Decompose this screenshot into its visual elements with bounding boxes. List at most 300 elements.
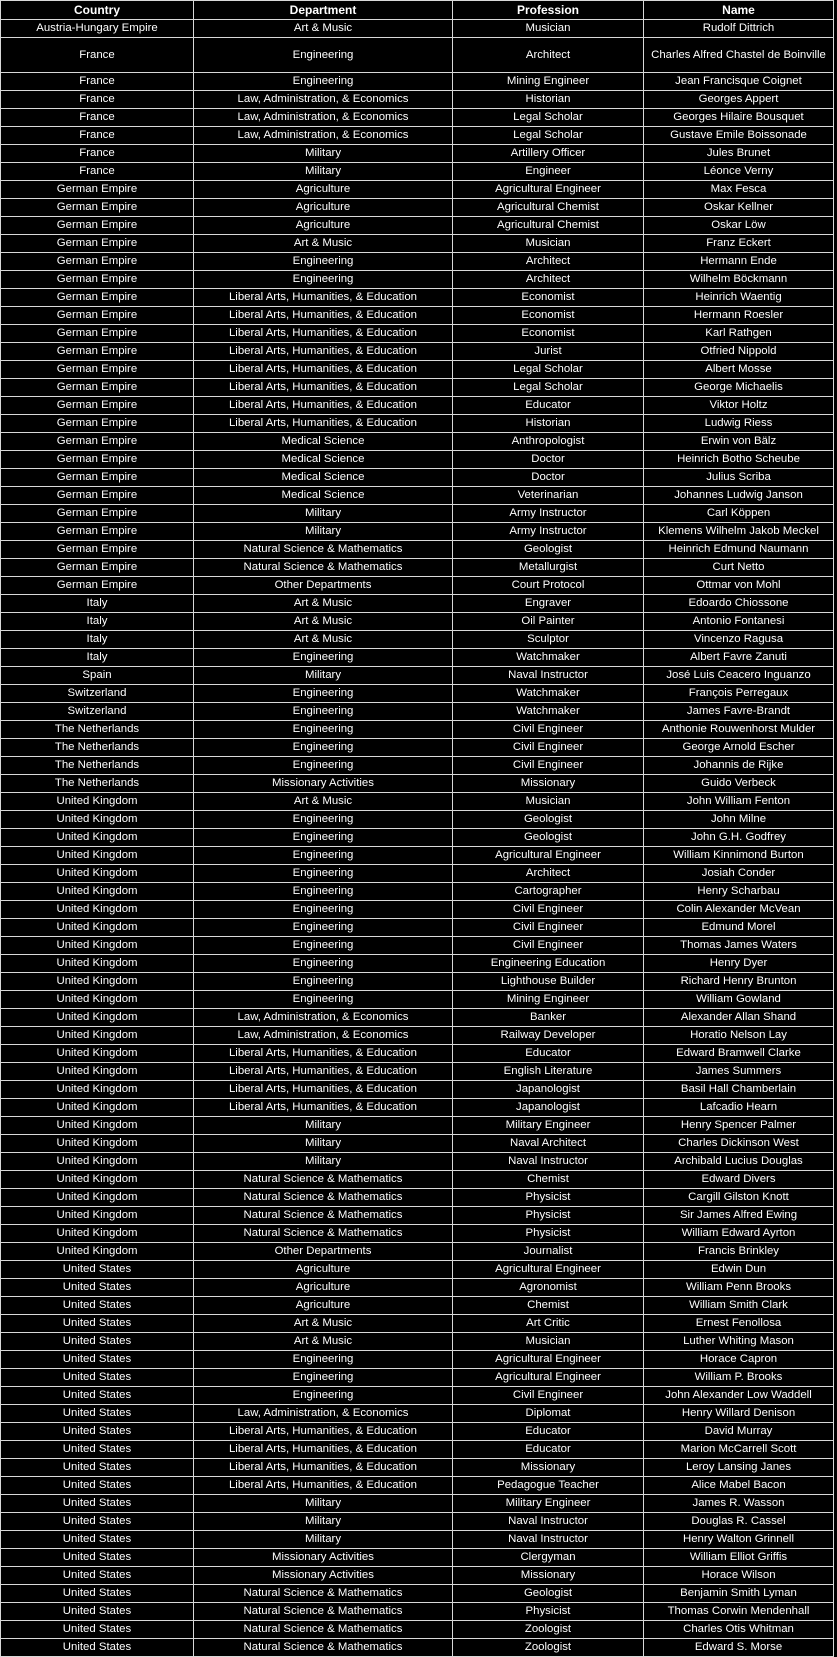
cell-name[interactable]: Horace Capron <box>644 1351 834 1369</box>
cell-country[interactable]: France <box>1 145 194 163</box>
cell-department[interactable]: Liberal Arts, Humanities, & Education <box>194 379 453 397</box>
cell-country[interactable]: United Kingdom <box>1 1189 194 1207</box>
cell-country[interactable]: Switzerland <box>1 703 194 721</box>
cell-name[interactable]: John William Fenton <box>644 793 834 811</box>
cell-department[interactable]: Military <box>194 1153 453 1171</box>
cell-name[interactable]: James R. Wasson <box>644 1495 834 1513</box>
cell-profession[interactable]: Economist <box>453 289 644 307</box>
cell-department[interactable]: Engineering <box>194 73 453 91</box>
cell-country[interactable]: United Kingdom <box>1 919 194 937</box>
cell-profession[interactable]: Architect <box>453 865 644 883</box>
cell-name[interactable]: Edward Divers <box>644 1171 834 1189</box>
cell-country[interactable]: German Empire <box>1 415 194 433</box>
cell-profession[interactable]: Oil Painter <box>453 613 644 631</box>
cell-profession[interactable]: Musician <box>453 235 644 253</box>
cell-department[interactable]: Liberal Arts, Humanities, & Education <box>194 397 453 415</box>
cell-profession[interactable]: Watchmaker <box>453 685 644 703</box>
cell-department[interactable]: Engineering <box>194 1351 453 1369</box>
cell-country[interactable]: United States <box>1 1369 194 1387</box>
cell-country[interactable]: United Kingdom <box>1 1225 194 1243</box>
cell-name[interactable]: William Smith Clark <box>644 1297 834 1315</box>
cell-country[interactable]: German Empire <box>1 505 194 523</box>
cell-department[interactable]: Military <box>194 505 453 523</box>
cell-profession[interactable]: Architect <box>453 271 644 289</box>
cell-name[interactable]: Léonce Verny <box>644 163 834 181</box>
cell-profession[interactable]: Metallurgist <box>453 559 644 577</box>
cell-name[interactable]: Edward S. Morse <box>644 1639 834 1657</box>
cell-profession[interactable]: Agricultural Chemist <box>453 199 644 217</box>
cell-name[interactable]: Wilhelm Böckmann <box>644 271 834 289</box>
cell-name[interactable]: Heinrich Edmund Naumann <box>644 541 834 559</box>
cell-country[interactable]: United Kingdom <box>1 1135 194 1153</box>
cell-department[interactable]: Military <box>194 1531 453 1549</box>
cell-country[interactable]: United Kingdom <box>1 883 194 901</box>
cell-country[interactable]: The Netherlands <box>1 721 194 739</box>
cell-country[interactable]: German Empire <box>1 271 194 289</box>
cell-profession[interactable]: Legal Scholar <box>453 361 644 379</box>
cell-name[interactable]: William Elliot Griffis <box>644 1549 834 1567</box>
cell-profession[interactable]: Educator <box>453 1045 644 1063</box>
cell-department[interactable]: Liberal Arts, Humanities, & Education <box>194 1441 453 1459</box>
cell-country[interactable]: German Empire <box>1 469 194 487</box>
cell-profession[interactable]: Geologist <box>453 811 644 829</box>
cell-profession[interactable]: Doctor <box>453 451 644 469</box>
cell-country[interactable]: German Empire <box>1 361 194 379</box>
cell-country[interactable]: German Empire <box>1 397 194 415</box>
cell-name[interactable]: Ludwig Riess <box>644 415 834 433</box>
cell-profession[interactable]: Legal Scholar <box>453 379 644 397</box>
cell-country[interactable]: Italy <box>1 631 194 649</box>
cell-name[interactable]: William Penn Brooks <box>644 1279 834 1297</box>
cell-country[interactable]: United States <box>1 1459 194 1477</box>
cell-name[interactable]: Klemens Wilhelm Jakob Meckel <box>644 523 834 541</box>
cell-name[interactable]: Georges Hilaire Bousquet <box>644 109 834 127</box>
cell-department[interactable]: Military <box>194 1135 453 1153</box>
cell-department[interactable]: Engineering <box>194 703 453 721</box>
cell-department[interactable]: Military <box>194 163 453 181</box>
cell-name[interactable]: Johannis de Rijke <box>644 757 834 775</box>
cell-department[interactable]: Engineering <box>194 919 453 937</box>
cell-profession[interactable]: Missionary <box>453 1567 644 1585</box>
cell-name[interactable]: Max Fesca <box>644 181 834 199</box>
cell-country[interactable]: United Kingdom <box>1 865 194 883</box>
cell-profession[interactable]: Agricultural Engineer <box>453 1351 644 1369</box>
cell-name[interactable]: Benjamin Smith Lyman <box>644 1585 834 1603</box>
cell-name[interactable]: Richard Henry Brunton <box>644 973 834 991</box>
cell-country[interactable]: United Kingdom <box>1 1153 194 1171</box>
cell-department[interactable]: Natural Science & Mathematics <box>194 1639 453 1657</box>
cell-country[interactable]: German Empire <box>1 343 194 361</box>
cell-profession[interactable]: Geologist <box>453 1585 644 1603</box>
cell-department[interactable]: Liberal Arts, Humanities, & Education <box>194 1081 453 1099</box>
cell-country[interactable]: Spain <box>1 667 194 685</box>
cell-country[interactable]: United Kingdom <box>1 1207 194 1225</box>
cell-department[interactable]: Engineering <box>194 253 453 271</box>
cell-name[interactable]: David Murray <box>644 1423 834 1441</box>
cell-profession[interactable]: Engraver <box>453 595 644 613</box>
cell-department[interactable]: Natural Science & Mathematics <box>194 1207 453 1225</box>
cell-department[interactable]: Engineering <box>194 973 453 991</box>
cell-country[interactable]: France <box>1 38 194 73</box>
cell-profession[interactable]: Doctor <box>453 469 644 487</box>
cell-name[interactable]: Otfried Nippold <box>644 343 834 361</box>
cell-department[interactable]: Other Departments <box>194 1243 453 1261</box>
cell-department[interactable]: Natural Science & Mathematics <box>194 1189 453 1207</box>
cell-department[interactable]: Agriculture <box>194 1279 453 1297</box>
cell-department[interactable]: Military <box>194 145 453 163</box>
cell-profession[interactable]: Civil Engineer <box>453 757 644 775</box>
cell-profession[interactable]: Naval Instructor <box>453 667 644 685</box>
cell-name[interactable]: Edward Bramwell Clarke <box>644 1045 834 1063</box>
cell-name[interactable]: Henry Willard Denison <box>644 1405 834 1423</box>
cell-name[interactable]: Edwin Dun <box>644 1261 834 1279</box>
cell-name[interactable]: Guido Verbeck <box>644 775 834 793</box>
cell-country[interactable]: United Kingdom <box>1 847 194 865</box>
cell-profession[interactable]: Court Protocol <box>453 577 644 595</box>
cell-profession[interactable]: Architect <box>453 253 644 271</box>
cell-country[interactable]: United States <box>1 1387 194 1405</box>
cell-profession[interactable]: Agricultural Engineer <box>453 1369 644 1387</box>
cell-profession[interactable]: Mining Engineer <box>453 73 644 91</box>
cell-country[interactable]: United Kingdom <box>1 1027 194 1045</box>
cell-department[interactable]: Engineering <box>194 811 453 829</box>
cell-name[interactable]: Luther Whiting Mason <box>644 1333 834 1351</box>
cell-department[interactable]: Engineering <box>194 865 453 883</box>
cell-profession[interactable]: Missionary <box>453 1459 644 1477</box>
cell-profession[interactable]: Musician <box>453 793 644 811</box>
cell-name[interactable]: Henry Walton Grinnell <box>644 1531 834 1549</box>
cell-name[interactable]: Gustave Emile Boissonade <box>644 127 834 145</box>
cell-profession[interactable]: Chemist <box>453 1297 644 1315</box>
cell-profession[interactable]: Historian <box>453 415 644 433</box>
cell-name[interactable]: Ernest Fenollosa <box>644 1315 834 1333</box>
cell-department[interactable]: Liberal Arts, Humanities, & Education <box>194 1423 453 1441</box>
cell-country[interactable]: United States <box>1 1315 194 1333</box>
cell-profession[interactable]: Physicist <box>453 1207 644 1225</box>
cell-name[interactable]: Carl Köppen <box>644 505 834 523</box>
header-profession[interactable]: Profession <box>453 1 644 20</box>
cell-department[interactable]: Liberal Arts, Humanities, & Education <box>194 1063 453 1081</box>
cell-country[interactable]: German Empire <box>1 217 194 235</box>
cell-profession[interactable]: Educator <box>453 1423 644 1441</box>
cell-profession[interactable]: Naval Architect <box>453 1135 644 1153</box>
cell-department[interactable]: Engineering <box>194 721 453 739</box>
cell-profession[interactable]: Physicist <box>453 1189 644 1207</box>
cell-name[interactable]: Julius Scriba <box>644 469 834 487</box>
cell-country[interactable]: United States <box>1 1477 194 1495</box>
cell-department[interactable]: Agriculture <box>194 217 453 235</box>
cell-name[interactable]: Viktor Holtz <box>644 397 834 415</box>
cell-profession[interactable]: Physicist <box>453 1603 644 1621</box>
cell-name[interactable]: Hermann Ende <box>644 253 834 271</box>
header-country[interactable]: Country <box>1 1 194 20</box>
cell-country[interactable]: German Empire <box>1 451 194 469</box>
cell-department[interactable]: Engineering <box>194 1369 453 1387</box>
cell-name[interactable]: Johannes Ludwig Janson <box>644 487 834 505</box>
cell-country[interactable]: United Kingdom <box>1 1171 194 1189</box>
cell-country[interactable]: The Netherlands <box>1 775 194 793</box>
cell-department[interactable]: Art & Music <box>194 235 453 253</box>
cell-profession[interactable]: Agricultural Chemist <box>453 217 644 235</box>
cell-country[interactable]: United States <box>1 1531 194 1549</box>
cell-profession[interactable]: Civil Engineer <box>453 1387 644 1405</box>
cell-department[interactable]: Engineering <box>194 757 453 775</box>
cell-department[interactable]: Liberal Arts, Humanities, & Education <box>194 343 453 361</box>
cell-name[interactable]: John Alexander Low Waddell <box>644 1387 834 1405</box>
cell-profession[interactable]: Civil Engineer <box>453 901 644 919</box>
cell-country[interactable]: France <box>1 73 194 91</box>
cell-country[interactable]: Italy <box>1 649 194 667</box>
cell-name[interactable]: Rudolf Dittrich <box>644 20 834 38</box>
header-name[interactable]: Name <box>644 1 834 20</box>
cell-department[interactable]: Law, Administration, & Economics <box>194 1027 453 1045</box>
cell-department[interactable]: Missionary Activities <box>194 775 453 793</box>
cell-profession[interactable]: Civil Engineer <box>453 919 644 937</box>
cell-country[interactable]: German Empire <box>1 181 194 199</box>
cell-name[interactable]: Thomas Corwin Mendenhall <box>644 1603 834 1621</box>
cell-department[interactable]: Art & Music <box>194 613 453 631</box>
cell-country[interactable]: German Empire <box>1 199 194 217</box>
cell-country[interactable]: Switzerland <box>1 685 194 703</box>
cell-profession[interactable]: Civil Engineer <box>453 937 644 955</box>
cell-country[interactable]: United Kingdom <box>1 901 194 919</box>
cell-name[interactable]: Hermann Roesler <box>644 307 834 325</box>
cell-name[interactable]: Cargill Gilston Knott <box>644 1189 834 1207</box>
cell-profession[interactable]: Art Critic <box>453 1315 644 1333</box>
cell-profession[interactable]: Journalist <box>453 1243 644 1261</box>
cell-profession[interactable]: Agricultural Engineer <box>453 847 644 865</box>
cell-profession[interactable]: Economist <box>453 307 644 325</box>
cell-country[interactable]: German Empire <box>1 289 194 307</box>
cell-name[interactable]: Marion McCarrell Scott <box>644 1441 834 1459</box>
cell-profession[interactable]: Zoologist <box>453 1621 644 1639</box>
cell-country[interactable]: United Kingdom <box>1 793 194 811</box>
cell-country[interactable]: German Empire <box>1 379 194 397</box>
cell-department[interactable]: Art & Music <box>194 20 453 38</box>
cell-department[interactable]: Liberal Arts, Humanities, & Education <box>194 1477 453 1495</box>
cell-name[interactable]: Henry Spencer Palmer <box>644 1117 834 1135</box>
cell-country[interactable]: France <box>1 163 194 181</box>
cell-department[interactable]: Law, Administration, & Economics <box>194 127 453 145</box>
cell-country[interactable]: United States <box>1 1261 194 1279</box>
cell-department[interactable]: Other Departments <box>194 577 453 595</box>
cell-name[interactable]: Henry Scharbau <box>644 883 834 901</box>
cell-profession[interactable]: Clergyman <box>453 1549 644 1567</box>
cell-department[interactable]: Liberal Arts, Humanities, & Education <box>194 289 453 307</box>
cell-department[interactable]: Natural Science & Mathematics <box>194 541 453 559</box>
cell-country[interactable]: United Kingdom <box>1 1243 194 1261</box>
cell-department[interactable]: Natural Science & Mathematics <box>194 1621 453 1639</box>
cell-name[interactable]: Albert Favre Zanuti <box>644 649 834 667</box>
cell-profession[interactable]: Mining Engineer <box>453 991 644 1009</box>
cell-profession[interactable]: Pedagogue Teacher <box>453 1477 644 1495</box>
cell-country[interactable]: German Empire <box>1 307 194 325</box>
cell-country[interactable]: United States <box>1 1513 194 1531</box>
cell-profession[interactable]: Agricultural Engineer <box>453 1261 644 1279</box>
cell-country[interactable]: United Kingdom <box>1 1099 194 1117</box>
cell-profession[interactable]: Civil Engineer <box>453 721 644 739</box>
cell-department[interactable]: Natural Science & Mathematics <box>194 1585 453 1603</box>
cell-country[interactable]: Austria-Hungary Empire <box>1 20 194 38</box>
cell-department[interactable]: Medical Science <box>194 469 453 487</box>
cell-department[interactable]: Engineering <box>194 847 453 865</box>
cell-country[interactable]: The Netherlands <box>1 757 194 775</box>
cell-profession[interactable]: Agronomist <box>453 1279 644 1297</box>
cell-name[interactable]: James Favre-Brandt <box>644 703 834 721</box>
cell-country[interactable]: The Netherlands <box>1 739 194 757</box>
cell-department[interactable]: Liberal Arts, Humanities, & Education <box>194 415 453 433</box>
cell-name[interactable]: Charles Alfred Chastel de Boinville <box>644 38 834 73</box>
cell-profession[interactable]: Watchmaker <box>453 649 644 667</box>
cell-country[interactable]: German Empire <box>1 325 194 343</box>
cell-department[interactable]: Liberal Arts, Humanities, & Education <box>194 1099 453 1117</box>
cell-name[interactable]: Antonio Fontanesi <box>644 613 834 631</box>
cell-country[interactable]: France <box>1 109 194 127</box>
cell-profession[interactable]: Engineering Education <box>453 955 644 973</box>
cell-department[interactable]: Engineering <box>194 38 453 73</box>
cell-department[interactable]: Liberal Arts, Humanities, & Education <box>194 325 453 343</box>
cell-name[interactable]: Jules Brunet <box>644 145 834 163</box>
cell-profession[interactable]: Educator <box>453 397 644 415</box>
cell-department[interactable]: Military <box>194 1513 453 1531</box>
cell-country[interactable]: German Empire <box>1 523 194 541</box>
cell-profession[interactable]: Geologist <box>453 541 644 559</box>
cell-country[interactable]: United Kingdom <box>1 1081 194 1099</box>
cell-name[interactable]: Georges Appert <box>644 91 834 109</box>
cell-name[interactable]: Heinrich Botho Scheube <box>644 451 834 469</box>
cell-profession[interactable]: Musician <box>453 20 644 38</box>
cell-department[interactable]: Missionary Activities <box>194 1549 453 1567</box>
cell-department[interactable]: Art & Music <box>194 1333 453 1351</box>
cell-name[interactable]: Albert Mosse <box>644 361 834 379</box>
cell-name[interactable]: Franz Eckert <box>644 235 834 253</box>
cell-department[interactable]: Engineering <box>194 829 453 847</box>
cell-department[interactable]: Engineering <box>194 991 453 1009</box>
cell-department[interactable]: Military <box>194 1495 453 1513</box>
cell-country[interactable]: France <box>1 91 194 109</box>
cell-name[interactable]: Jean Francisque Coignet <box>644 73 834 91</box>
cell-profession[interactable]: Cartographer <box>453 883 644 901</box>
cell-profession[interactable]: Naval Instructor <box>453 1153 644 1171</box>
cell-name[interactable]: Henry Dyer <box>644 955 834 973</box>
cell-department[interactable]: Military <box>194 667 453 685</box>
cell-department[interactable]: Engineering <box>194 649 453 667</box>
cell-country[interactable]: United Kingdom <box>1 1063 194 1081</box>
cell-name[interactable]: Leroy Lansing Janes <box>644 1459 834 1477</box>
cell-profession[interactable]: Educator <box>453 1441 644 1459</box>
cell-country[interactable]: German Empire <box>1 559 194 577</box>
cell-department[interactable]: Law, Administration, & Economics <box>194 1009 453 1027</box>
cell-name[interactable]: Edoardo Chiossone <box>644 595 834 613</box>
cell-country[interactable]: United States <box>1 1585 194 1603</box>
cell-name[interactable]: Vincenzo Ragusa <box>644 631 834 649</box>
cell-department[interactable]: Medical Science <box>194 433 453 451</box>
cell-country[interactable]: United States <box>1 1441 194 1459</box>
cell-department[interactable]: Liberal Arts, Humanities, & Education <box>194 361 453 379</box>
cell-country[interactable]: Italy <box>1 613 194 631</box>
cell-department[interactable]: Natural Science & Mathematics <box>194 1225 453 1243</box>
cell-profession[interactable]: Japanologist <box>453 1099 644 1117</box>
cell-name[interactable]: Oskar Löw <box>644 217 834 235</box>
cell-country[interactable]: United Kingdom <box>1 973 194 991</box>
cell-country[interactable]: German Empire <box>1 253 194 271</box>
cell-country[interactable]: United States <box>1 1279 194 1297</box>
cell-name[interactable]: Francis Brinkley <box>644 1243 834 1261</box>
cell-name[interactable]: Colin Alexander McVean <box>644 901 834 919</box>
cell-country[interactable]: United States <box>1 1639 194 1657</box>
cell-profession[interactable]: English Literature <box>453 1063 644 1081</box>
cell-profession[interactable]: Naval Instructor <box>453 1531 644 1549</box>
cell-profession[interactable]: Jurist <box>453 343 644 361</box>
cell-profession[interactable]: Army Instructor <box>453 523 644 541</box>
cell-country[interactable]: United Kingdom <box>1 811 194 829</box>
cell-country[interactable]: United States <box>1 1351 194 1369</box>
cell-profession[interactable]: Army Instructor <box>453 505 644 523</box>
cell-country[interactable]: German Empire <box>1 433 194 451</box>
cell-country[interactable]: United States <box>1 1621 194 1639</box>
cell-department[interactable]: Art & Music <box>194 793 453 811</box>
cell-profession[interactable]: Physicist <box>453 1225 644 1243</box>
cell-department[interactable]: Agriculture <box>194 199 453 217</box>
cell-country[interactable]: German Empire <box>1 487 194 505</box>
cell-country[interactable]: France <box>1 127 194 145</box>
cell-name[interactable]: José Luis Ceacero Inguanzo <box>644 667 834 685</box>
cell-department[interactable]: Art & Music <box>194 1315 453 1333</box>
cell-profession[interactable]: Railway Developer <box>453 1027 644 1045</box>
cell-country[interactable]: United States <box>1 1549 194 1567</box>
cell-department[interactable]: Liberal Arts, Humanities, & Education <box>194 1459 453 1477</box>
cell-profession[interactable]: Chemist <box>453 1171 644 1189</box>
cell-department[interactable]: Natural Science & Mathematics <box>194 559 453 577</box>
cell-name[interactable]: Charles Otis Whitman <box>644 1621 834 1639</box>
cell-department[interactable]: Law, Administration, & Economics <box>194 91 453 109</box>
cell-name[interactable]: Douglas R. Cassel <box>644 1513 834 1531</box>
cell-department[interactable]: Art & Music <box>194 595 453 613</box>
cell-name[interactable]: James Summers <box>644 1063 834 1081</box>
cell-country[interactable]: Italy <box>1 595 194 613</box>
cell-name[interactable]: John G.H. Godfrey <box>644 829 834 847</box>
cell-profession[interactable]: Architect <box>453 38 644 73</box>
cell-profession[interactable]: Anthropologist <box>453 433 644 451</box>
cell-profession[interactable]: Military Engineer <box>453 1117 644 1135</box>
cell-name[interactable]: Heinrich Waentig <box>644 289 834 307</box>
cell-name[interactable]: Ottmar von Mohl <box>644 577 834 595</box>
cell-country[interactable]: United Kingdom <box>1 1009 194 1027</box>
cell-profession[interactable]: Japanologist <box>453 1081 644 1099</box>
cell-profession[interactable]: Legal Scholar <box>453 127 644 145</box>
cell-country[interactable]: United States <box>1 1423 194 1441</box>
cell-profession[interactable]: Civil Engineer <box>453 739 644 757</box>
cell-name[interactable]: Basil Hall Chamberlain <box>644 1081 834 1099</box>
cell-name[interactable]: Curt Netto <box>644 559 834 577</box>
cell-department[interactable]: Engineering <box>194 685 453 703</box>
cell-department[interactable]: Law, Administration, & Economics <box>194 109 453 127</box>
cell-profession[interactable]: Legal Scholar <box>453 109 644 127</box>
cell-name[interactable]: William Kinnimond Burton <box>644 847 834 865</box>
cell-department[interactable]: Medical Science <box>194 487 453 505</box>
cell-name[interactable]: Charles Dickinson West <box>644 1135 834 1153</box>
cell-name[interactable]: Josiah Conder <box>644 865 834 883</box>
cell-profession[interactable]: Veterinarian <box>453 487 644 505</box>
cell-name[interactable]: Alice Mabel Bacon <box>644 1477 834 1495</box>
cell-profession[interactable]: Sculptor <box>453 631 644 649</box>
cell-name[interactable]: Sir James Alfred Ewing <box>644 1207 834 1225</box>
cell-department[interactable]: Natural Science & Mathematics <box>194 1171 453 1189</box>
cell-name[interactable]: Horatio Nelson Lay <box>644 1027 834 1045</box>
cell-department[interactable]: Military <box>194 1117 453 1135</box>
cell-department[interactable]: Liberal Arts, Humanities, & Education <box>194 307 453 325</box>
cell-department[interactable]: Engineering <box>194 739 453 757</box>
